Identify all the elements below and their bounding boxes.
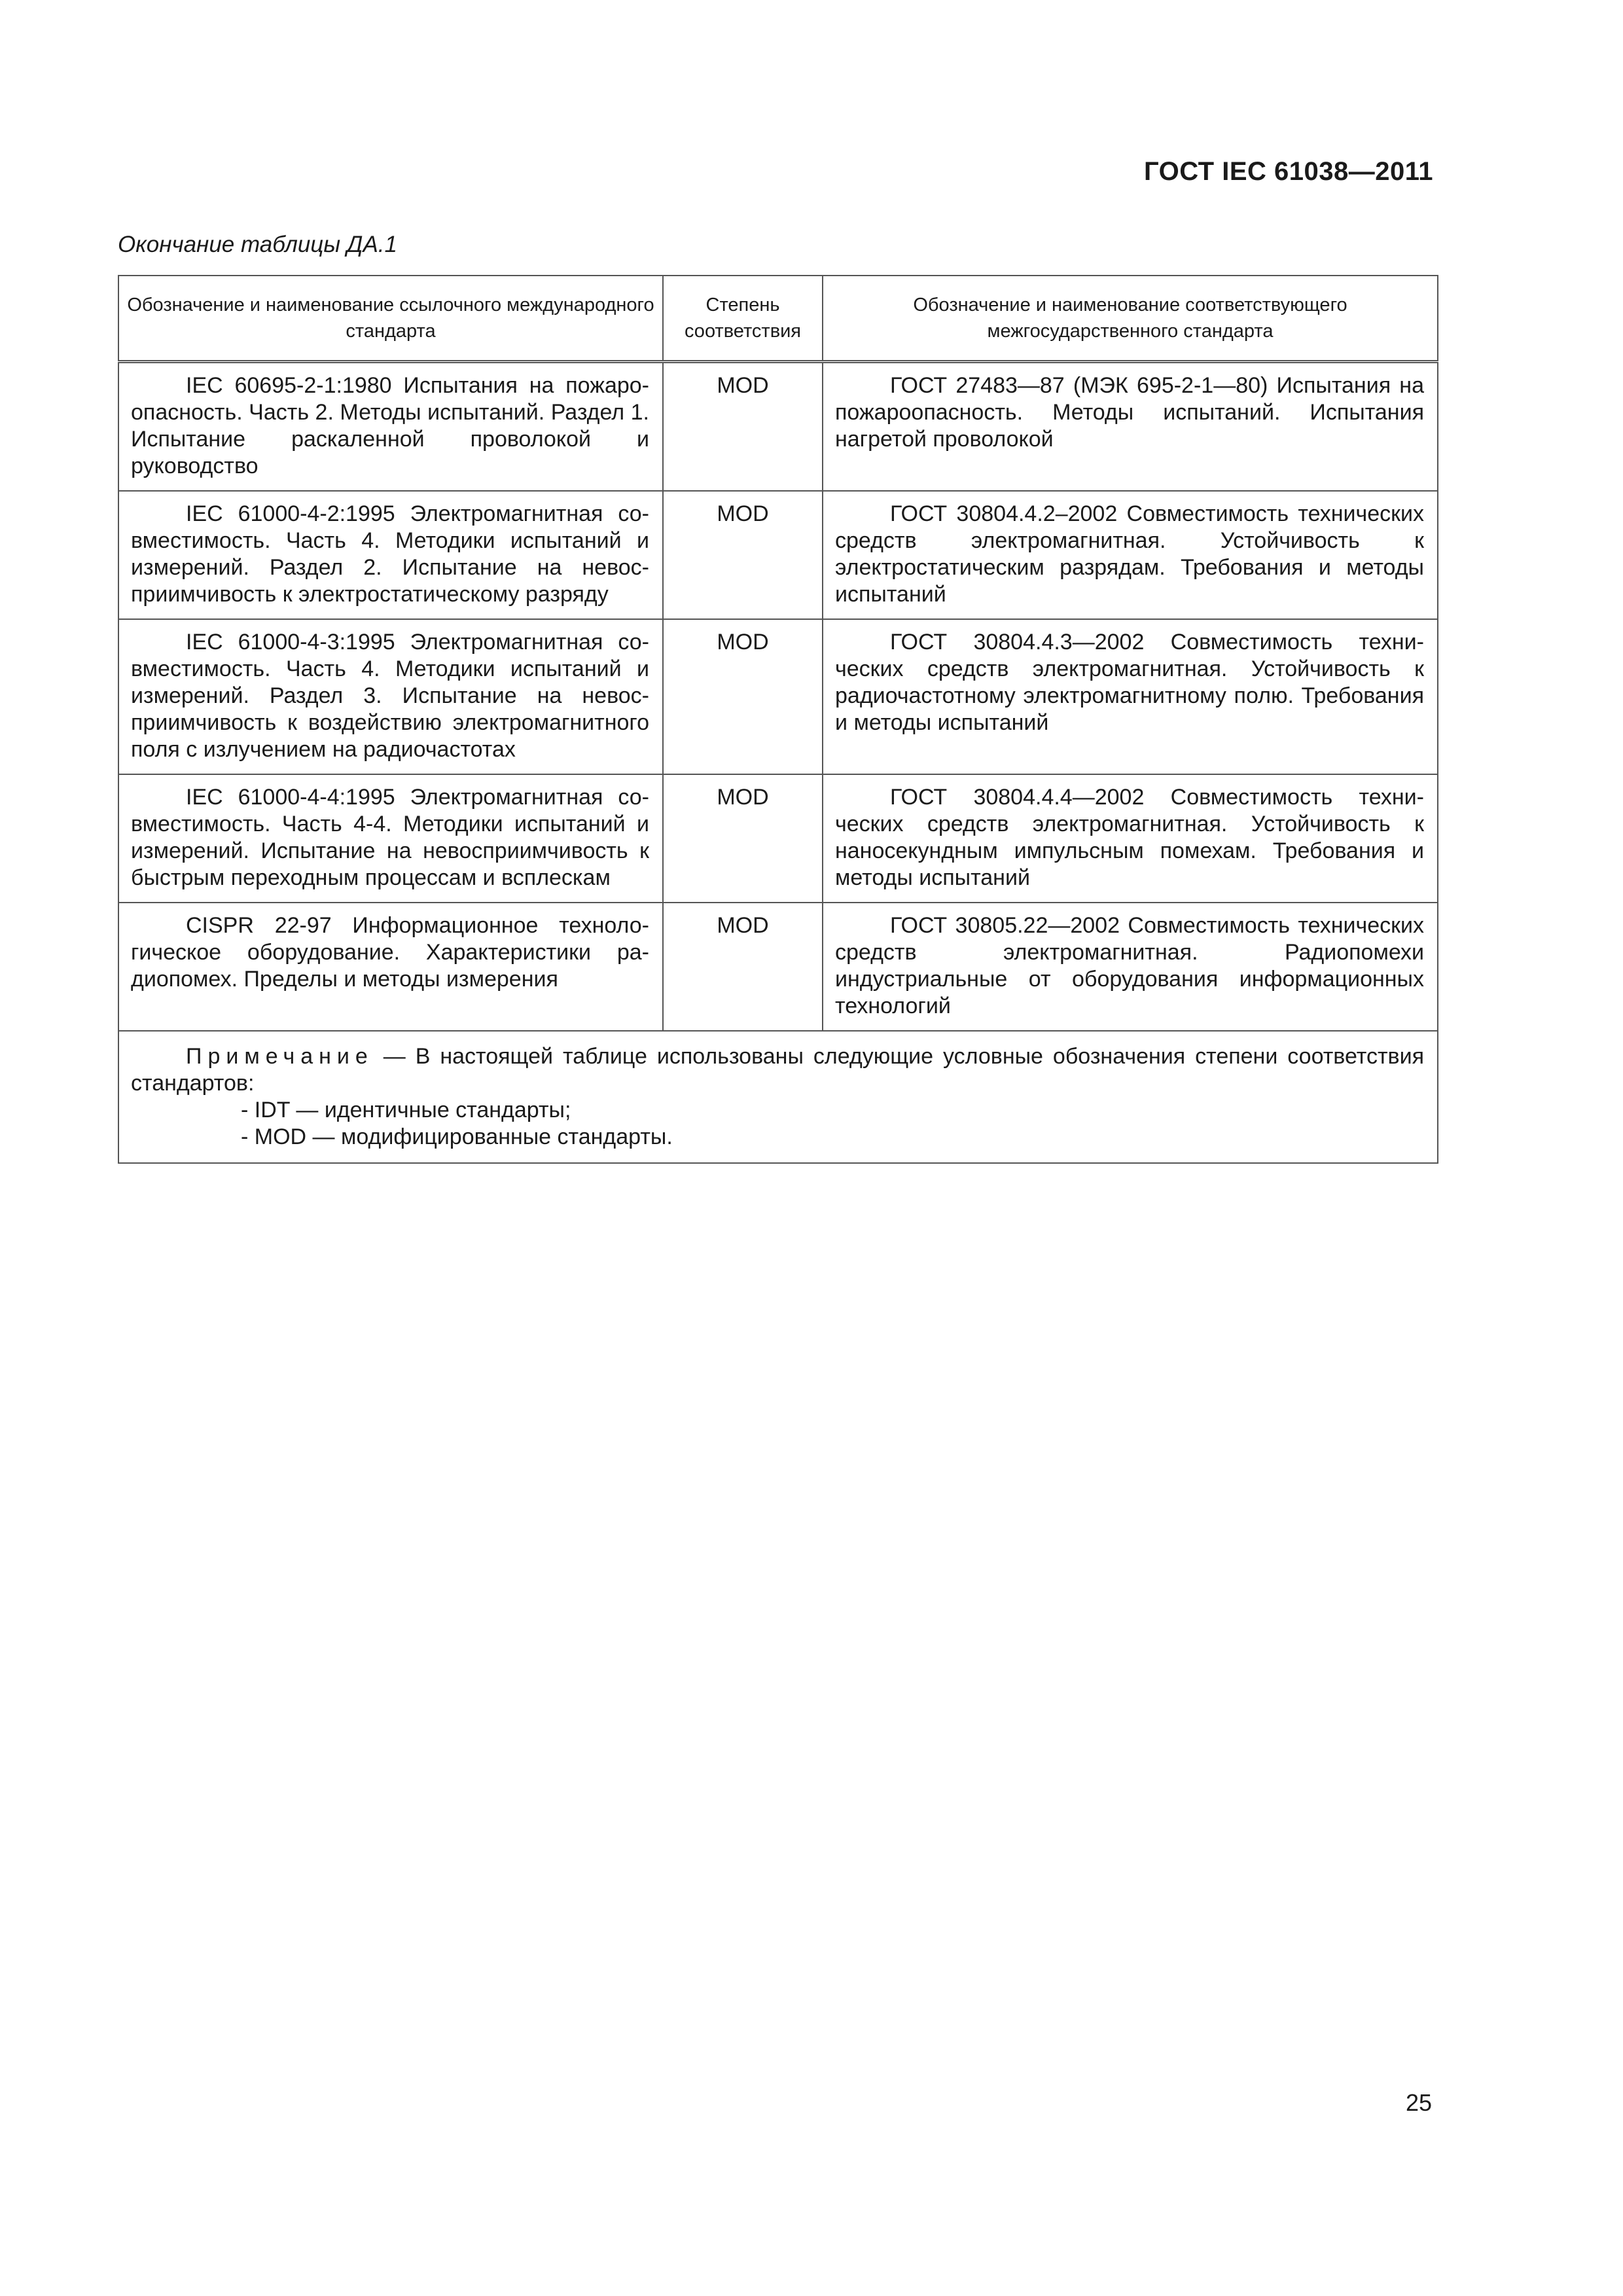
document-designation: ГОСТ IEC 61038—2011 — [1144, 157, 1433, 186]
cell-international-standard: CISPR 22-97 Информационное технологическое оборудование. Характеристики радиопомех. Пределы и методы измерения — [118, 903, 663, 1031]
cell-national-standard: ГОСТ 30805.22—2002 Совместимость технических средств электромагнитная. Радиопомехи индустриальные от оборудования информационных технологий — [823, 903, 1438, 1031]
cell-degree: MOD — [663, 362, 823, 492]
note-list-item: - IDT — идентичные стандарты; — [241, 1098, 571, 1122]
table-note — [118, 1031, 1438, 1163]
table-note-row — [118, 1031, 1438, 1163]
note-list-item: - MOD — модифицированные стандарты. — [241, 1124, 673, 1149]
cell-degree: MOD — [663, 491, 823, 619]
table-header-row — [118, 276, 1438, 362]
table-row — [118, 619, 1438, 774]
note-body: — В настоящей таблице использованы следующие условные обозначения степени соответствия стандартов: — [131, 1044, 1424, 1096]
cell-degree: MOD — [663, 903, 823, 1031]
table-row — [118, 903, 1438, 1031]
cell-international-standard: IEC 61000-4-4:1995 Электромагнитная совместимость. Часть 4-4. Методики испытаний и измерений. Испытание на невосприимчивость к быстрым переходным процессам и всплескам — [118, 774, 663, 903]
cell-national-standard: ГОСТ 27483—87 (МЭК 695-2-1—80) Испытания на пожароопасность. Методы испытаний. Испытания нагретой проволокой — [823, 362, 1438, 492]
table-row — [118, 491, 1438, 619]
cell-national-standard: ГОСТ 30804.4.4—2002 Совместимость технических средств электромагнитная. Устойчивость к наносекундным импульсным помехам. Требования и методы испытаний — [823, 774, 1438, 903]
cell-international-standard: IEC 61000-4-3:1995 Электромагнитная совместимость. Часть 4. Методики испытаний и измерений. Раздел 3. Испытание на невосприимчивость к воздействию электромагнитного поля с излучением на радиочастотах — [118, 619, 663, 774]
cell-degree: MOD — [663, 774, 823, 903]
cell-international-standard: IEC 61000-4-2:1995 Электромагнитная совместимость. Часть 4. Методики испытаний и измерений. Раздел 2. Испытание на невосприимчивость к электростатическому разряду — [118, 491, 663, 619]
standards-correspondence-table — [118, 275, 1438, 1164]
table-caption: Окончание таблицы ДА.1 — [118, 232, 397, 257]
cell-international-standard: IEC 60695-2-1:1980 Испытания на пожароопасность. Часть 2. Методы испытаний. Раздел 1. Испытание раскаленной проволокой и руководство — [118, 362, 663, 492]
cell-degree: MOD — [663, 619, 823, 774]
table-row — [118, 362, 1438, 492]
column-header-degree: Степень соответствия — [663, 276, 823, 362]
page-number: 25 — [1405, 2089, 1432, 2116]
column-header-international: Обозначение и наименование ссылочного международного стандарта — [118, 276, 663, 362]
note-label: Примечание — [186, 1044, 374, 1069]
table-row — [118, 774, 1438, 903]
cell-national-standard: ГОСТ 30804.4.3—2002 Совместимость технических средств электромагнитная. Устойчивость к радиочастотному электромагнитному полю. Требования и методы испытаний — [823, 619, 1438, 774]
note-text — [131, 1043, 1424, 1097]
cell-national-standard: ГОСТ 30804.4.2–2002 Совместимость технических средств электромагнитная. Устойчивость к электростатическим разрядам. Требования и методы испытаний — [823, 491, 1438, 619]
column-header-national: Обозначение и наименование соответствующего межгосударственного стандарта — [823, 276, 1438, 362]
